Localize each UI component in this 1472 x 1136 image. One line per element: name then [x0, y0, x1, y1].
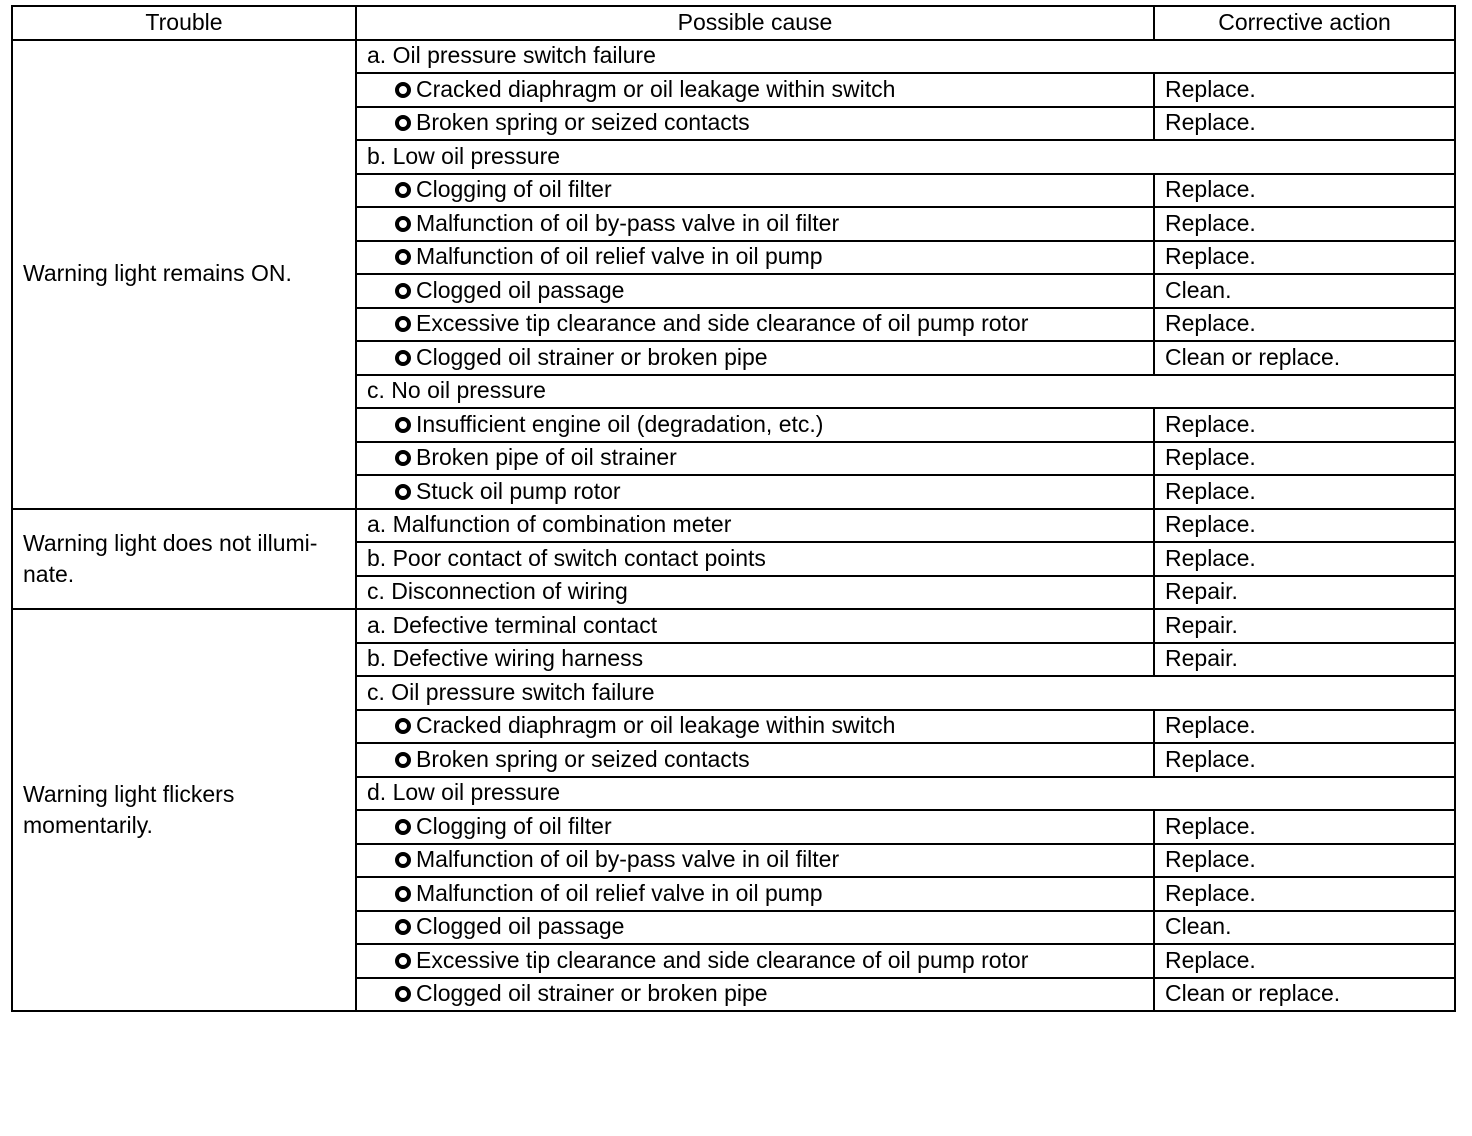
corrective-action-cell: Repair. [1154, 643, 1455, 677]
cause-subitem [356, 743, 1154, 777]
corrective-action-cell: Replace. [1154, 743, 1455, 777]
cause-text: Excessive tip clearance and side clearance of oil pump rotor [416, 310, 1029, 337]
corrective-action-cell: Repair. [1154, 609, 1455, 643]
cause-item: a. Defective terminal contact [356, 609, 1154, 643]
corrective-action-cell: Replace. [1154, 408, 1455, 442]
cause-item: b. Poor contact of switch contact points [356, 542, 1154, 576]
corrective-action-cell: Replace. [1154, 542, 1455, 576]
circle-bullet-icon [395, 82, 411, 98]
cause-category: c. No oil pressure [356, 375, 1455, 409]
circle-bullet-icon [395, 283, 411, 299]
corrective-action-cell: Replace. [1154, 73, 1455, 107]
circle-bullet-icon [395, 886, 411, 902]
corrective-action-cell: Replace. [1154, 241, 1455, 275]
circle-bullet-icon [395, 115, 411, 131]
cause-text: Stuck oil pump rotor [416, 477, 621, 504]
cause-category: c. Oil pressure switch failure [356, 676, 1455, 710]
cause-text: Malfunction of oil relief valve in oil pump [416, 243, 823, 270]
header-trouble: Trouble [12, 6, 356, 40]
circle-bullet-icon [395, 450, 411, 466]
cause-text: Malfunction of oil by-pass valve in oil filter [416, 846, 840, 873]
cause-category: a. Oil pressure switch failure [356, 40, 1455, 74]
cause-text: Malfunction of oil relief valve in oil pump [416, 879, 823, 906]
corrective-action-cell: Replace. [1154, 877, 1455, 911]
corrective-action-cell: Replace. [1154, 308, 1455, 342]
circle-bullet-icon [395, 852, 411, 868]
cause-subitem [356, 710, 1154, 744]
cause-subitem [356, 911, 1154, 945]
table-row [12, 509, 1455, 543]
cause-text: Clogging of oil filter [416, 812, 612, 839]
table-row [12, 40, 1455, 74]
cause-text: Cracked diaphragm or oil leakage within switch [416, 75, 896, 102]
corrective-action-cell: Clean. [1154, 911, 1455, 945]
cause-text: Insufficient engine oil (degradation, etc.) [416, 410, 824, 437]
circle-bullet-icon [395, 819, 411, 835]
cause-subitem [356, 978, 1154, 1012]
cause-category: b. Low oil pressure [356, 140, 1455, 174]
corrective-action-cell: Replace. [1154, 509, 1455, 543]
circle-bullet-icon [395, 484, 411, 500]
corrective-action-cell: Replace. [1154, 207, 1455, 241]
cause-subitem [356, 475, 1154, 509]
cause-text: Clogging of oil filter [416, 176, 612, 203]
cause-category: d. Low oil pressure [356, 777, 1455, 811]
circle-bullet-icon [395, 718, 411, 734]
cause-subitem [356, 308, 1154, 342]
cause-item: a. Malfunction of combination meter [356, 509, 1154, 543]
circle-bullet-icon [395, 316, 411, 332]
cause-subitem [356, 442, 1154, 476]
trouble-cell: Warning light remains ON. [12, 40, 356, 509]
circle-bullet-icon [395, 953, 411, 969]
circle-bullet-icon [395, 919, 411, 935]
circle-bullet-icon [395, 986, 411, 1002]
cause-text: Excessive tip clearance and side clearance of oil pump rotor [416, 946, 1029, 973]
cause-subitem [356, 810, 1154, 844]
corrective-action-cell: Replace. [1154, 710, 1455, 744]
corrective-action-cell: Clean or replace. [1154, 978, 1455, 1012]
cause-item: b. Defective wiring harness [356, 643, 1154, 677]
corrective-action-cell: Replace. [1154, 174, 1455, 208]
table-row [12, 609, 1455, 643]
cause-text: Clogged oil strainer or broken pipe [416, 980, 768, 1007]
cause-subitem [356, 274, 1154, 308]
corrective-action-cell: Replace. [1154, 107, 1455, 141]
cause-subitem [356, 174, 1154, 208]
corrective-action-cell: Replace. [1154, 844, 1455, 878]
table-body [12, 40, 1455, 1012]
cause-subitem [356, 107, 1154, 141]
cause-text: Malfunction of oil by-pass valve in oil filter [416, 209, 840, 236]
corrective-action-cell: Replace. [1154, 475, 1455, 509]
circle-bullet-icon [395, 417, 411, 433]
cause-subitem [356, 944, 1154, 978]
circle-bullet-icon [395, 752, 411, 768]
circle-bullet-icon [395, 350, 411, 366]
cause-subitem [356, 207, 1154, 241]
circle-bullet-icon [395, 249, 411, 265]
corrective-action-cell: Replace. [1154, 944, 1455, 978]
cause-text: Broken spring or seized contacts [416, 109, 750, 136]
corrective-action-cell: Repair. [1154, 576, 1455, 610]
trouble-cell: Warning light flickers momentarily. [12, 609, 356, 1011]
circle-bullet-icon [395, 216, 411, 232]
cause-text: Broken spring or seized contacts [416, 745, 750, 772]
cause-subitem [356, 844, 1154, 878]
cause-text: Cracked diaphragm or oil leakage within switch [416, 712, 896, 739]
circle-bullet-icon [395, 182, 411, 198]
cause-subitem [356, 73, 1154, 107]
header-row [12, 6, 1455, 40]
header-possible-cause: Possible cause [356, 6, 1154, 40]
corrective-action-cell: Replace. [1154, 442, 1455, 476]
cause-item: c. Disconnection of wiring [356, 576, 1154, 610]
cause-subitem [356, 408, 1154, 442]
cause-text: Clogged oil strainer or broken pipe [416, 343, 768, 370]
corrective-action-cell: Clean. [1154, 274, 1455, 308]
cause-subitem [356, 341, 1154, 375]
cause-subitem [356, 241, 1154, 275]
cause-text: Broken pipe of oil strainer [416, 444, 677, 471]
trouble-cell: Warning light does not illumi- nate. [12, 509, 356, 610]
corrective-action-cell: Replace. [1154, 810, 1455, 844]
troubleshooting-table [11, 5, 1456, 1012]
cause-text: Clogged oil passage [416, 913, 625, 940]
corrective-action-cell: Clean or replace. [1154, 341, 1455, 375]
cause-subitem [356, 877, 1154, 911]
header-corrective-action: Corrective action [1154, 6, 1455, 40]
cause-text: Clogged oil passage [416, 276, 625, 303]
